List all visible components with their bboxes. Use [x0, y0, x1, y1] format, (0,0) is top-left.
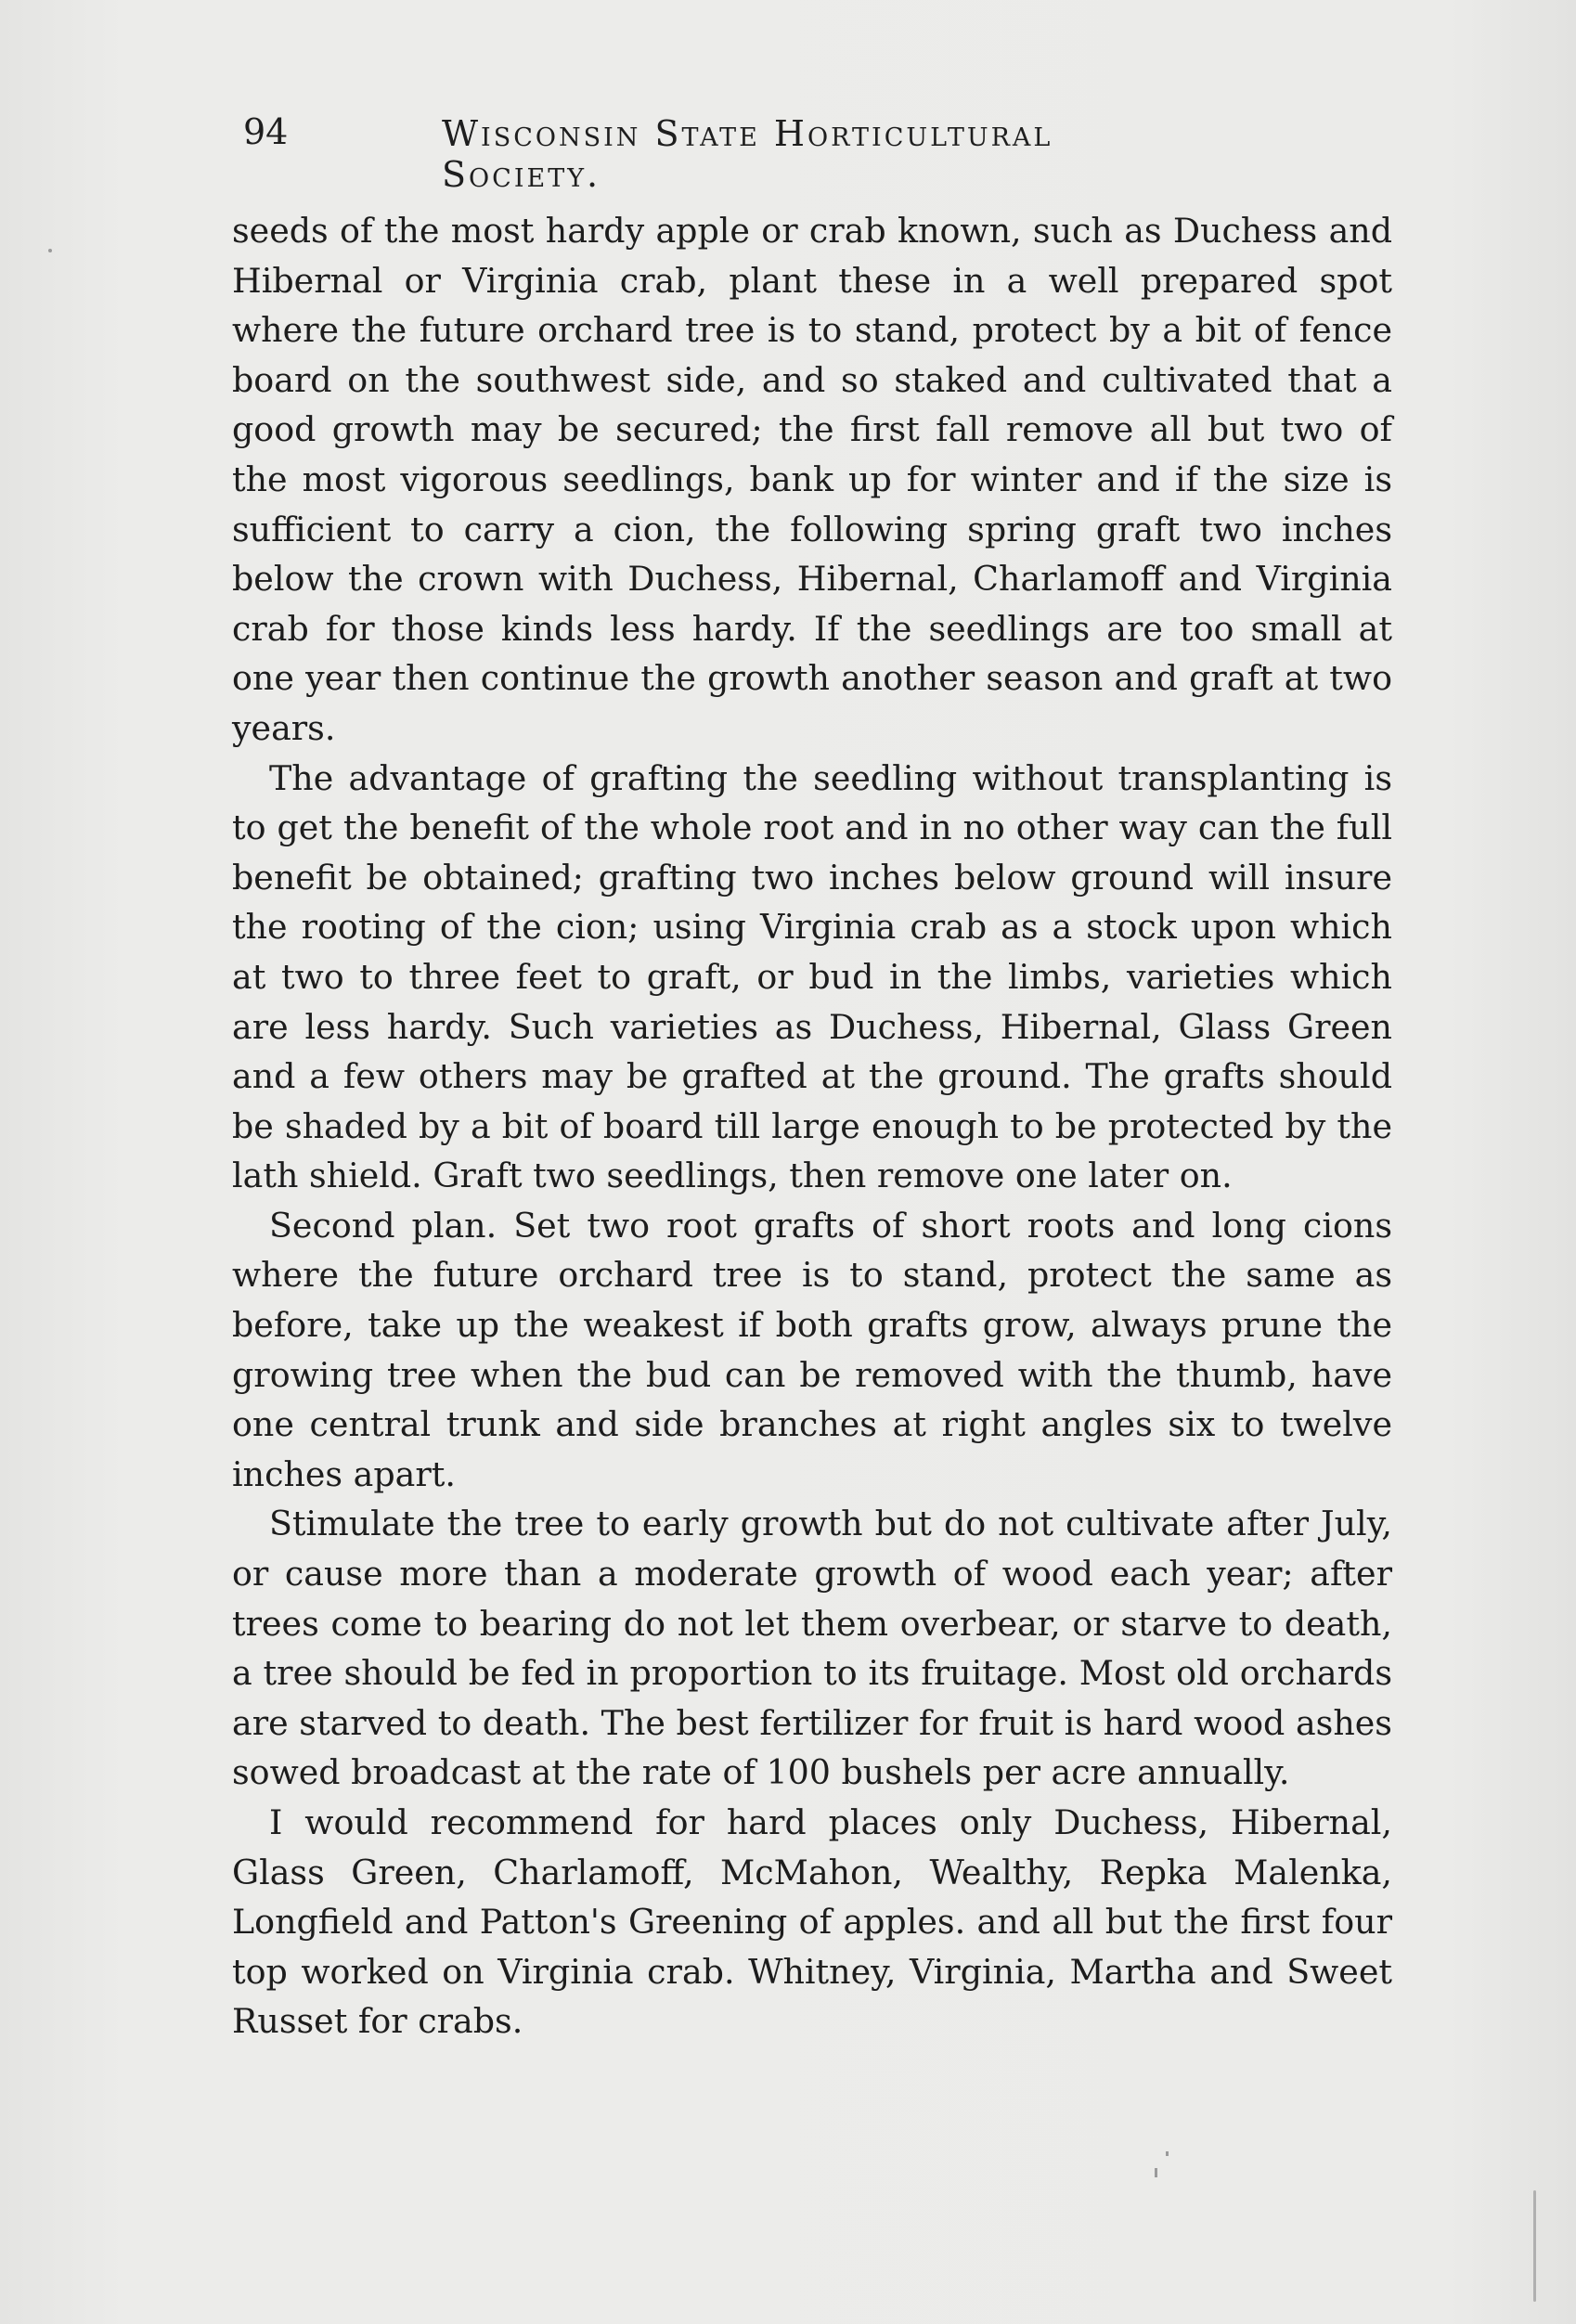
scan-speck	[1166, 2151, 1169, 2156]
scan-speck	[48, 249, 52, 252]
paragraph-1: seeds of the most hardy apple or crab known, such as Duchess and Hibernal or Virginia crab, plant these in a well prepared spot where the future orchard tree is to stand, protect by a bit of fence board on the southwest side, and so staked and cultivated that a good growth may be secured; the first fall remove all but two of the most vigorous seedlings, bank up for winter and if the size is sufficient to carry a cion, the following spring graft two inches below the crown with Duchess, Hibernal, Charlamoff and Virginia crab for those kinds less hardy. If the seedlings are too small at one year then continue the growth another season and graft at two years.	[232, 211, 1392, 748]
page-header	[243, 111, 1218, 195]
paragraph-3: Second plan. Set two root grafts of short roots and long cions where the future orchard tree is to stand, protect the same as before, take up the weakest if both grafts grow, always prune the growing tree when the bud can be removed with the thumb, have one central trunk and side branches at right angles six to twelve inches apart.	[232, 1205, 1392, 1494]
page-number: 94	[243, 111, 289, 152]
paragraph-4: Stimulate the tree to early growth but do not cultivate after July, or cause more than a moderate growth of wood each year; after trees come to bearing do not let them overbear, or starve to death, a tree should be fed in proportion to its fruitage. Most old orchards are starved to death. The best fertilizer for fruit is hard wood ashes sowed broadcast at the rate of 100 bushels per acre annually.	[232, 1504, 1392, 1793]
paragraph-5: I would recommend for hard places only Duchess, Hibernal, Glass Green, Charlamoff, McMahon, Wealthy, Repka Malenka, Longfield and Patton's Greening of apples. and all but the first four top worked on Virginia crab. Whitney, Virginia, Martha and Sweet Russet for crabs.	[232, 1802, 1392, 2042]
paragraph-2: The advantage of grafting the seedling without transplanting is to get the benefit of the whole root and in no other way can the full benefit be obtained; grafting two inches below ground will insure the rooting of the cion; using Virginia crab as a stock upon which at two to three feet to graft, or bud in the limbs, varieties which are less hardy. Such varieties as Duchess, Hibernal, Glass Green and a few others may be grafted at the ground. The grafts should be shaded by a bit of board till large enough to be protected by the lath shield. Graft two seedlings, then remove one later on.	[232, 757, 1392, 1196]
scan-speck	[1155, 2168, 1157, 2177]
running-head: Wisconsin State Horticultural Society.	[442, 113, 1053, 195]
page-edge-mark	[1533, 2190, 1536, 2302]
body-text	[232, 206, 1392, 2046]
